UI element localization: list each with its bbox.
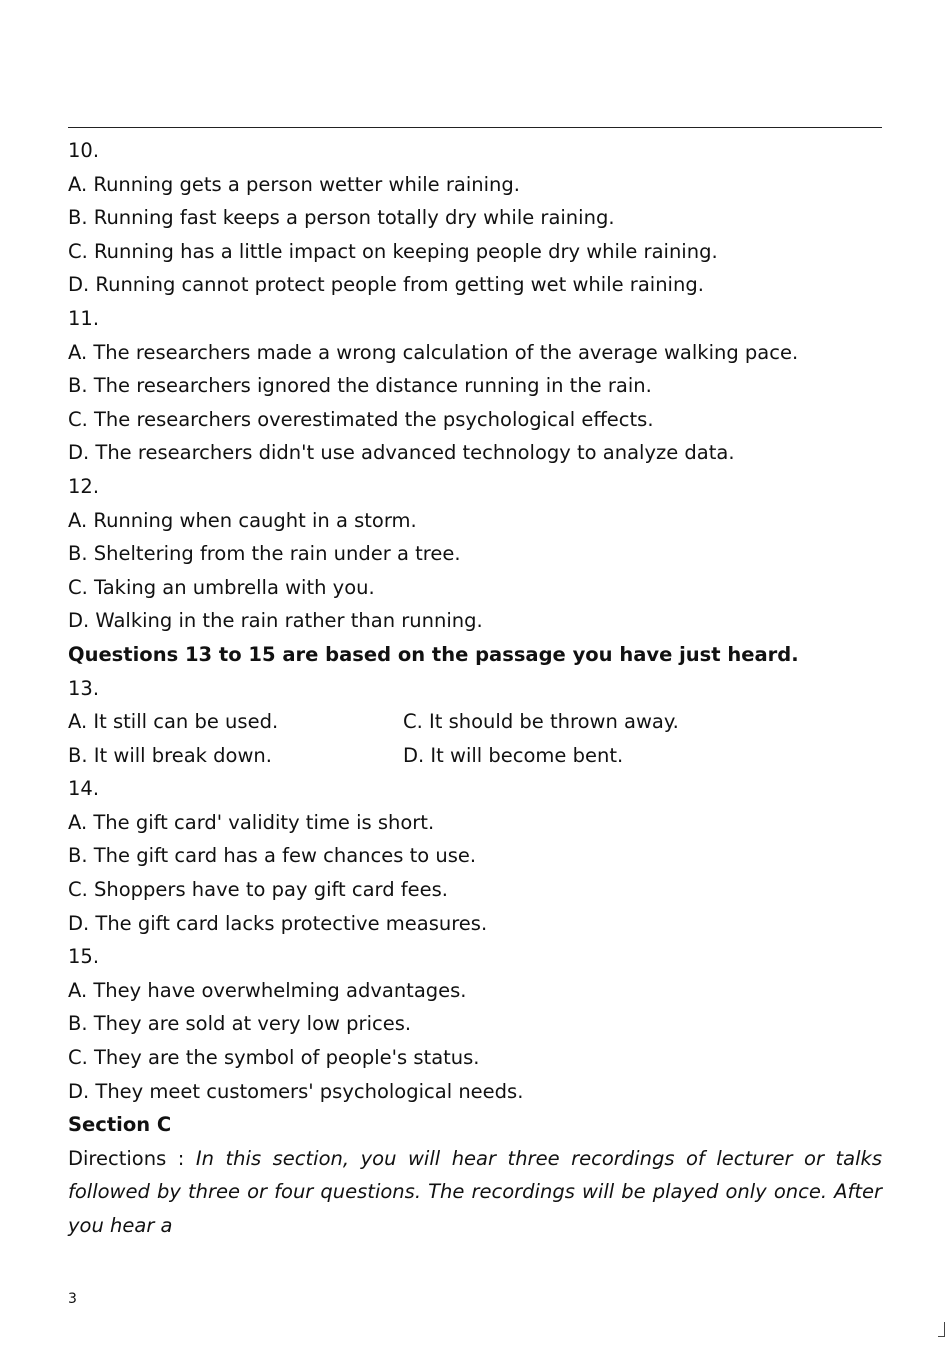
question-13-option-a: A. It still can be used. (68, 710, 279, 734)
exam-content (68, 134, 882, 1243)
question-10-option-d: D. Running cannot protect people from getting wet while raining. (68, 273, 704, 297)
question-12-option-a: A. Running when caught in a storm. (68, 508, 417, 532)
question-10-number: 10. (68, 139, 100, 162)
question-11-option-d: D. The researchers didn't use advanced technology to analyze data. (68, 441, 735, 465)
question-13-option-c: C. It should be thrown away. (403, 710, 679, 734)
question-14-option-a: A. The gift card' validity time is short. (68, 810, 435, 834)
question-15-option-b: B. They are sold at very low prices. (68, 1012, 412, 1036)
question-13-row-1 (68, 705, 882, 739)
question-13-row-2 (68, 739, 882, 773)
question-15-option-d: D. They meet customers' psychological needs. (68, 1079, 524, 1103)
top-rule (68, 127, 882, 128)
question-15-option-a: A. They have overwhelming advantages. (68, 978, 467, 1002)
section-c-directions (68, 1142, 882, 1243)
question-10-option-a: A. Running gets a person wetter while raining. (68, 172, 520, 196)
page-number: 3 (68, 1291, 77, 1307)
section-c-heading: Section C (68, 1113, 172, 1137)
question-13-number: 13. (68, 676, 100, 700)
question-14-option-d: D. The gift card lacks protective measures. (68, 911, 488, 935)
question-10-option-b: B. Running fast keeps a person totally dry while raining. (68, 206, 615, 230)
question-12-option-c: C. Taking an umbrella with you. (68, 575, 375, 599)
question-14-option-b: B. The gift card has a few chances to use. (68, 844, 477, 868)
corner-crop-mark (938, 1322, 945, 1337)
question-14-option-c: C. Shoppers have to pay gift card fees. (68, 878, 448, 902)
question-11-number: 11. (68, 306, 100, 330)
question-15-number: 15. (68, 945, 100, 969)
question-14-number: 14. (68, 777, 100, 801)
question-10-option-c: C. Running has a little impact on keeping people dry while raining. (68, 239, 718, 263)
question-15-option-c: C. They are the symbol of people's status. (68, 1046, 480, 1070)
question-11-option-b: B. The researchers ignored the distance running in the rain. (68, 374, 652, 398)
question-13-option-d: D. It will become bent. (403, 743, 624, 767)
question-11-option-a: A. The researchers made a wrong calculation of the average walking pace. (68, 340, 799, 364)
directions-text: In this section, you will hear three recordings of lecturer or talks followed by three or four questions. The recordings will be played only once. After you hear a (68, 1146, 882, 1237)
question-13-option-b: B. It will break down. (68, 743, 272, 767)
question-11-option-c: C. The researchers overestimated the psychological effects. (68, 407, 654, 431)
passage-heading: Questions 13 to 15 are based on the passage you have just heard. (68, 642, 799, 666)
question-12-number: 12. (68, 474, 100, 498)
question-12-option-d: D. Walking in the rain rather than running. (68, 609, 483, 633)
directions-label: Directions : (68, 1146, 196, 1170)
question-12-option-b: B. Sheltering from the rain under a tree. (68, 542, 461, 566)
